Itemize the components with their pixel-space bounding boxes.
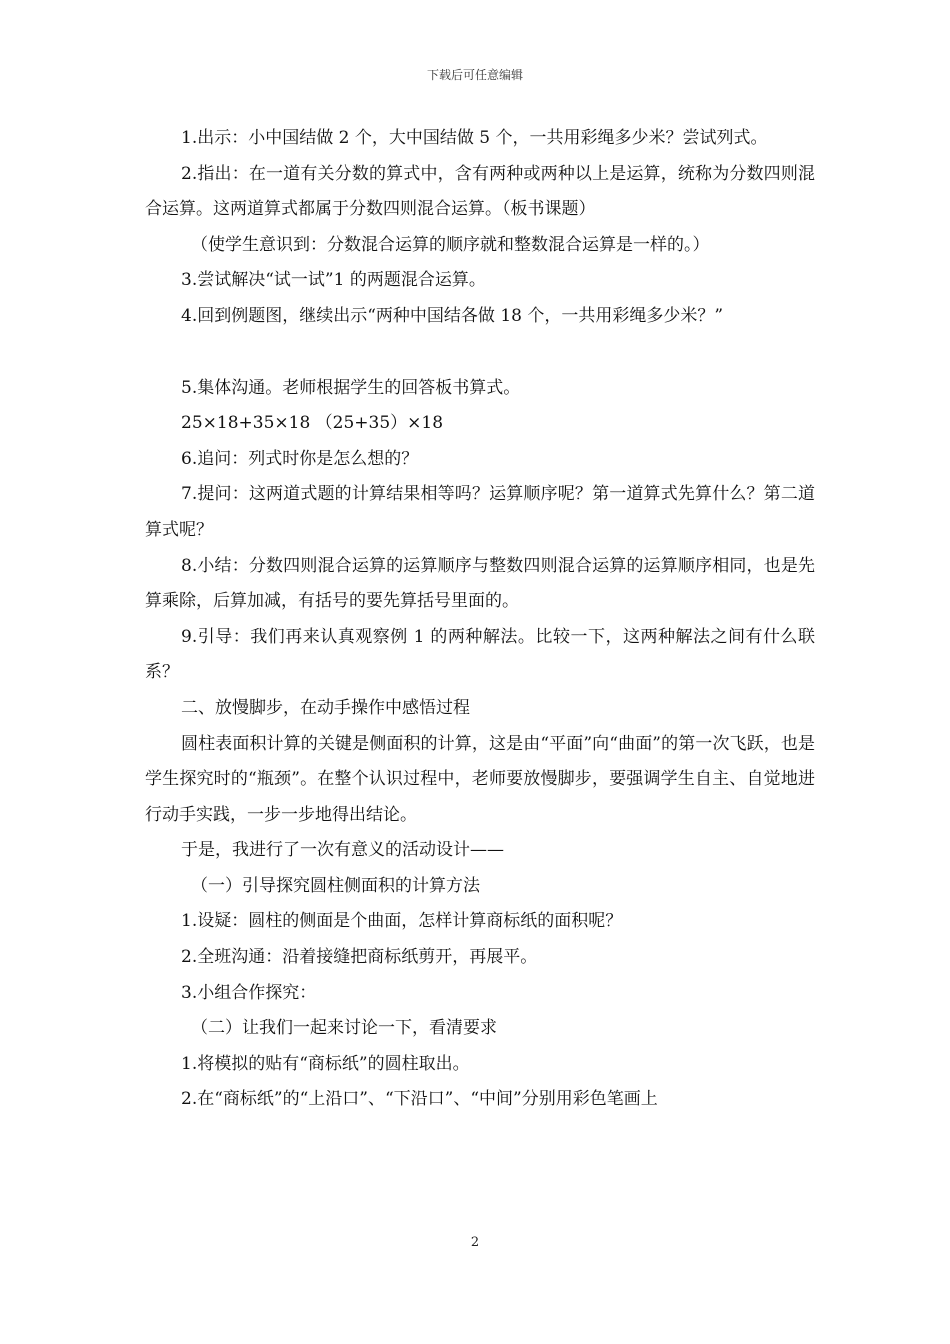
subsection-heading: （二）让我们一起来讨论一下，看清要求 [191,1018,497,1039]
paragraph: 2.指出：在一道有关分数的算式中，含有两种或两种以上是运算，统称为分数四则混合运算。这两道算式都属于分数四则混合运算。（板书课题） [145,163,815,220]
paragraph: （使学生意识到：分数混合运算的顺序就和整数混合运算是一样的。） [191,234,710,255]
formula-line: 25×18+35×18 （25+35）×18 [181,413,444,434]
paragraph: 圆柱表面积计算的关键是侧面积的计算，这是由“平面”向“曲面”的第一次飞跃，也是学生探究时的“瓶颈”。在整个认识过程中，老师要放慢脚步，要强调学生自主、自觉地进行动手实践，一步一步地得出结论。 [145,733,815,825]
paragraph: 1.出示：小中国结做 2 个，大中国结做 5 个，一共用彩绳多少米？尝试列式。 [181,128,768,148]
paragraph: 2.全班沟通：沿着接缝把商标纸剪开，再展平。 [181,947,538,968]
paragraph: 8.小结：分数四则混合运算的运算顺序与整数四则混合运算的运算顺序相同，也是先算乘除，后算加减，有括号的要先算括号里面的。 [145,555,815,612]
document-body [145,121,815,1118]
paragraph: 9.引导：我们再来认真观察例 1 的两种解法。比较一下，这两种解法之间有什么联系？ [145,626,815,683]
paragraph: 3.小组合作探究： [181,982,317,1003]
paragraph: 1.设疑：圆柱的侧面是个曲面，怎样计算商标纸的面积呢？ [181,911,623,932]
paragraph: 于是，我进行了一次有意义的活动设计—— [181,840,504,861]
paragraph: 6.追问：列式时你是怎么想的？ [181,448,419,469]
paragraph: 5.集体沟通。老师根据学生的回答板书算式。 [181,377,521,398]
paragraph: 7.提问：这两道式题的计算结果相等吗？运算顺序呢？第一道算式先算什么？第二道算式呢？ [145,484,815,540]
page-number: 2 [470,1235,480,1250]
section-heading: 二、放慢脚步，在动手操作中感悟过程 [181,697,470,718]
subsection-heading: （一）引导探究圆柱侧面积的计算方法 [191,875,480,896]
paragraph: 1.将模拟的贴有“商标纸”的圆柱取出。 [181,1053,470,1074]
paragraph: 4.回到例题图，继续出示“两种中国结各做 18 个，一共用彩绳多少米？” [181,305,724,326]
paragraph: 2.在“商标纸”的“上沿口”、“下沿口”、“中间”分别用彩色笔画上 [181,1089,658,1110]
page-header: 下载后可任意编辑 [426,68,523,82]
paragraph: 3.尝试解决“试一试”1 的两题混合运算。 [181,270,486,291]
